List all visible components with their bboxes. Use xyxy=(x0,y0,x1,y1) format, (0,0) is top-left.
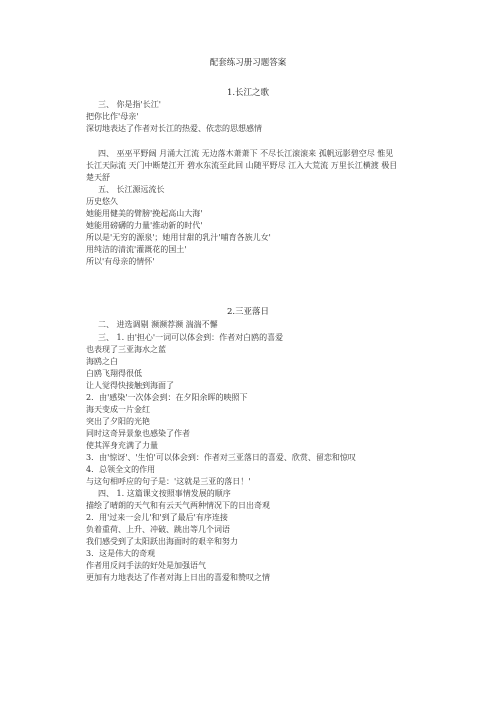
text-line: 更加有力地表达了作者对海上日出的喜爱和赞叹之情 xyxy=(86,573,270,582)
text-line: 所以是'无穷的源泉'；她用甘甜的乳汁'哺育各族儿女' xyxy=(86,233,271,242)
text-line: 与这句相呼应的句子是：'这就是三亚的落日！' xyxy=(86,477,251,486)
text-line: 五、 长江源远流长 xyxy=(98,185,165,194)
text-line: 三、 你是指'长江' xyxy=(98,100,161,109)
section-heading-2: 2.三亚落日 xyxy=(226,307,270,317)
text-line: 描绘了晴朗的天气和有云天气两种情况下的日出奇观 xyxy=(86,501,270,510)
text-line: 长江天际流 天门中断楚江开 碧水东流至此回 山随平野尽 江入大荒流 万里长江横渡 极目 xyxy=(86,161,398,170)
text-line: 让人觉得快接触到海面了 xyxy=(86,381,174,390)
text-line: 3．这是伟大的奇观 xyxy=(86,549,156,558)
text-line: 把你比作'母亲' xyxy=(86,112,139,121)
text-line: 用纯洁的清流'灌溉花的国土' xyxy=(86,245,187,254)
text-line: 海鸥之白 xyxy=(86,357,118,366)
text-line: 历史悠久 xyxy=(86,197,118,206)
text-line: 四、 巫巫平野阔 月涌大江流 无边落木萧萧下 不尽长江滚滚来 孤帆远影碧空尽 惟见 xyxy=(98,149,394,158)
text-line: 突出了夕阳的光艳 xyxy=(86,417,150,426)
text-line: 3．由'惊讶'、'生怕'可以体会到：作者对三亚落日的喜爱、欣赏、留恋和惊叹 xyxy=(86,453,356,462)
text-line: 我们感受到了太阳跃出海面时的艰辛和努力 xyxy=(86,537,238,546)
text-line: 四、 1. 这篇课文按照事情发展的顺序 xyxy=(98,489,231,498)
text-line: 白鸥飞翔得很低 xyxy=(86,369,142,378)
text-line: 楚天舒 xyxy=(86,173,110,182)
text-line: 三、 1. 由'担心'一词可以体会到：作者对白鸥的喜爱 xyxy=(98,333,284,342)
text-line: 2．由'感染'一次体会到：在夕阳余晖的映照下 xyxy=(86,393,248,402)
text-line: 她能用磅礴的力量'推动新的时代' xyxy=(86,221,203,230)
text-line: 使其浑身充满了力量 xyxy=(86,441,158,450)
text-line: 2．用'过来一会儿'和'到了最后'有序连接 xyxy=(86,513,228,522)
section-heading-1: 1.长江之歌 xyxy=(226,88,270,98)
text-line: 所以'有母亲的情怀' xyxy=(86,257,155,266)
text-line: 负着重荷、上升、冲破、跳出等几个词语 xyxy=(86,525,230,534)
document-title: 配套练习册习题答案 xyxy=(209,58,287,68)
text-line: 同时这奇异景象也感染了作者 xyxy=(86,429,190,438)
text-line: 海天变成一片金红 xyxy=(86,405,150,414)
text-line: 她能用健美的臂膀'挽起高山大海' xyxy=(86,209,203,218)
text-line: 深切地表达了作者对长江的热爱、依恋的思想感情 xyxy=(86,124,262,133)
text-line: 也表现了三亚海水之蓝 xyxy=(86,345,166,354)
text-line: 作者用反问手法的好处是加强语气 xyxy=(86,561,206,570)
text-line: 4．总领全文的作用 xyxy=(86,465,156,474)
text-line: 二、 进选调剔 濒濒荐濒 湍湍不懈 xyxy=(98,320,218,329)
